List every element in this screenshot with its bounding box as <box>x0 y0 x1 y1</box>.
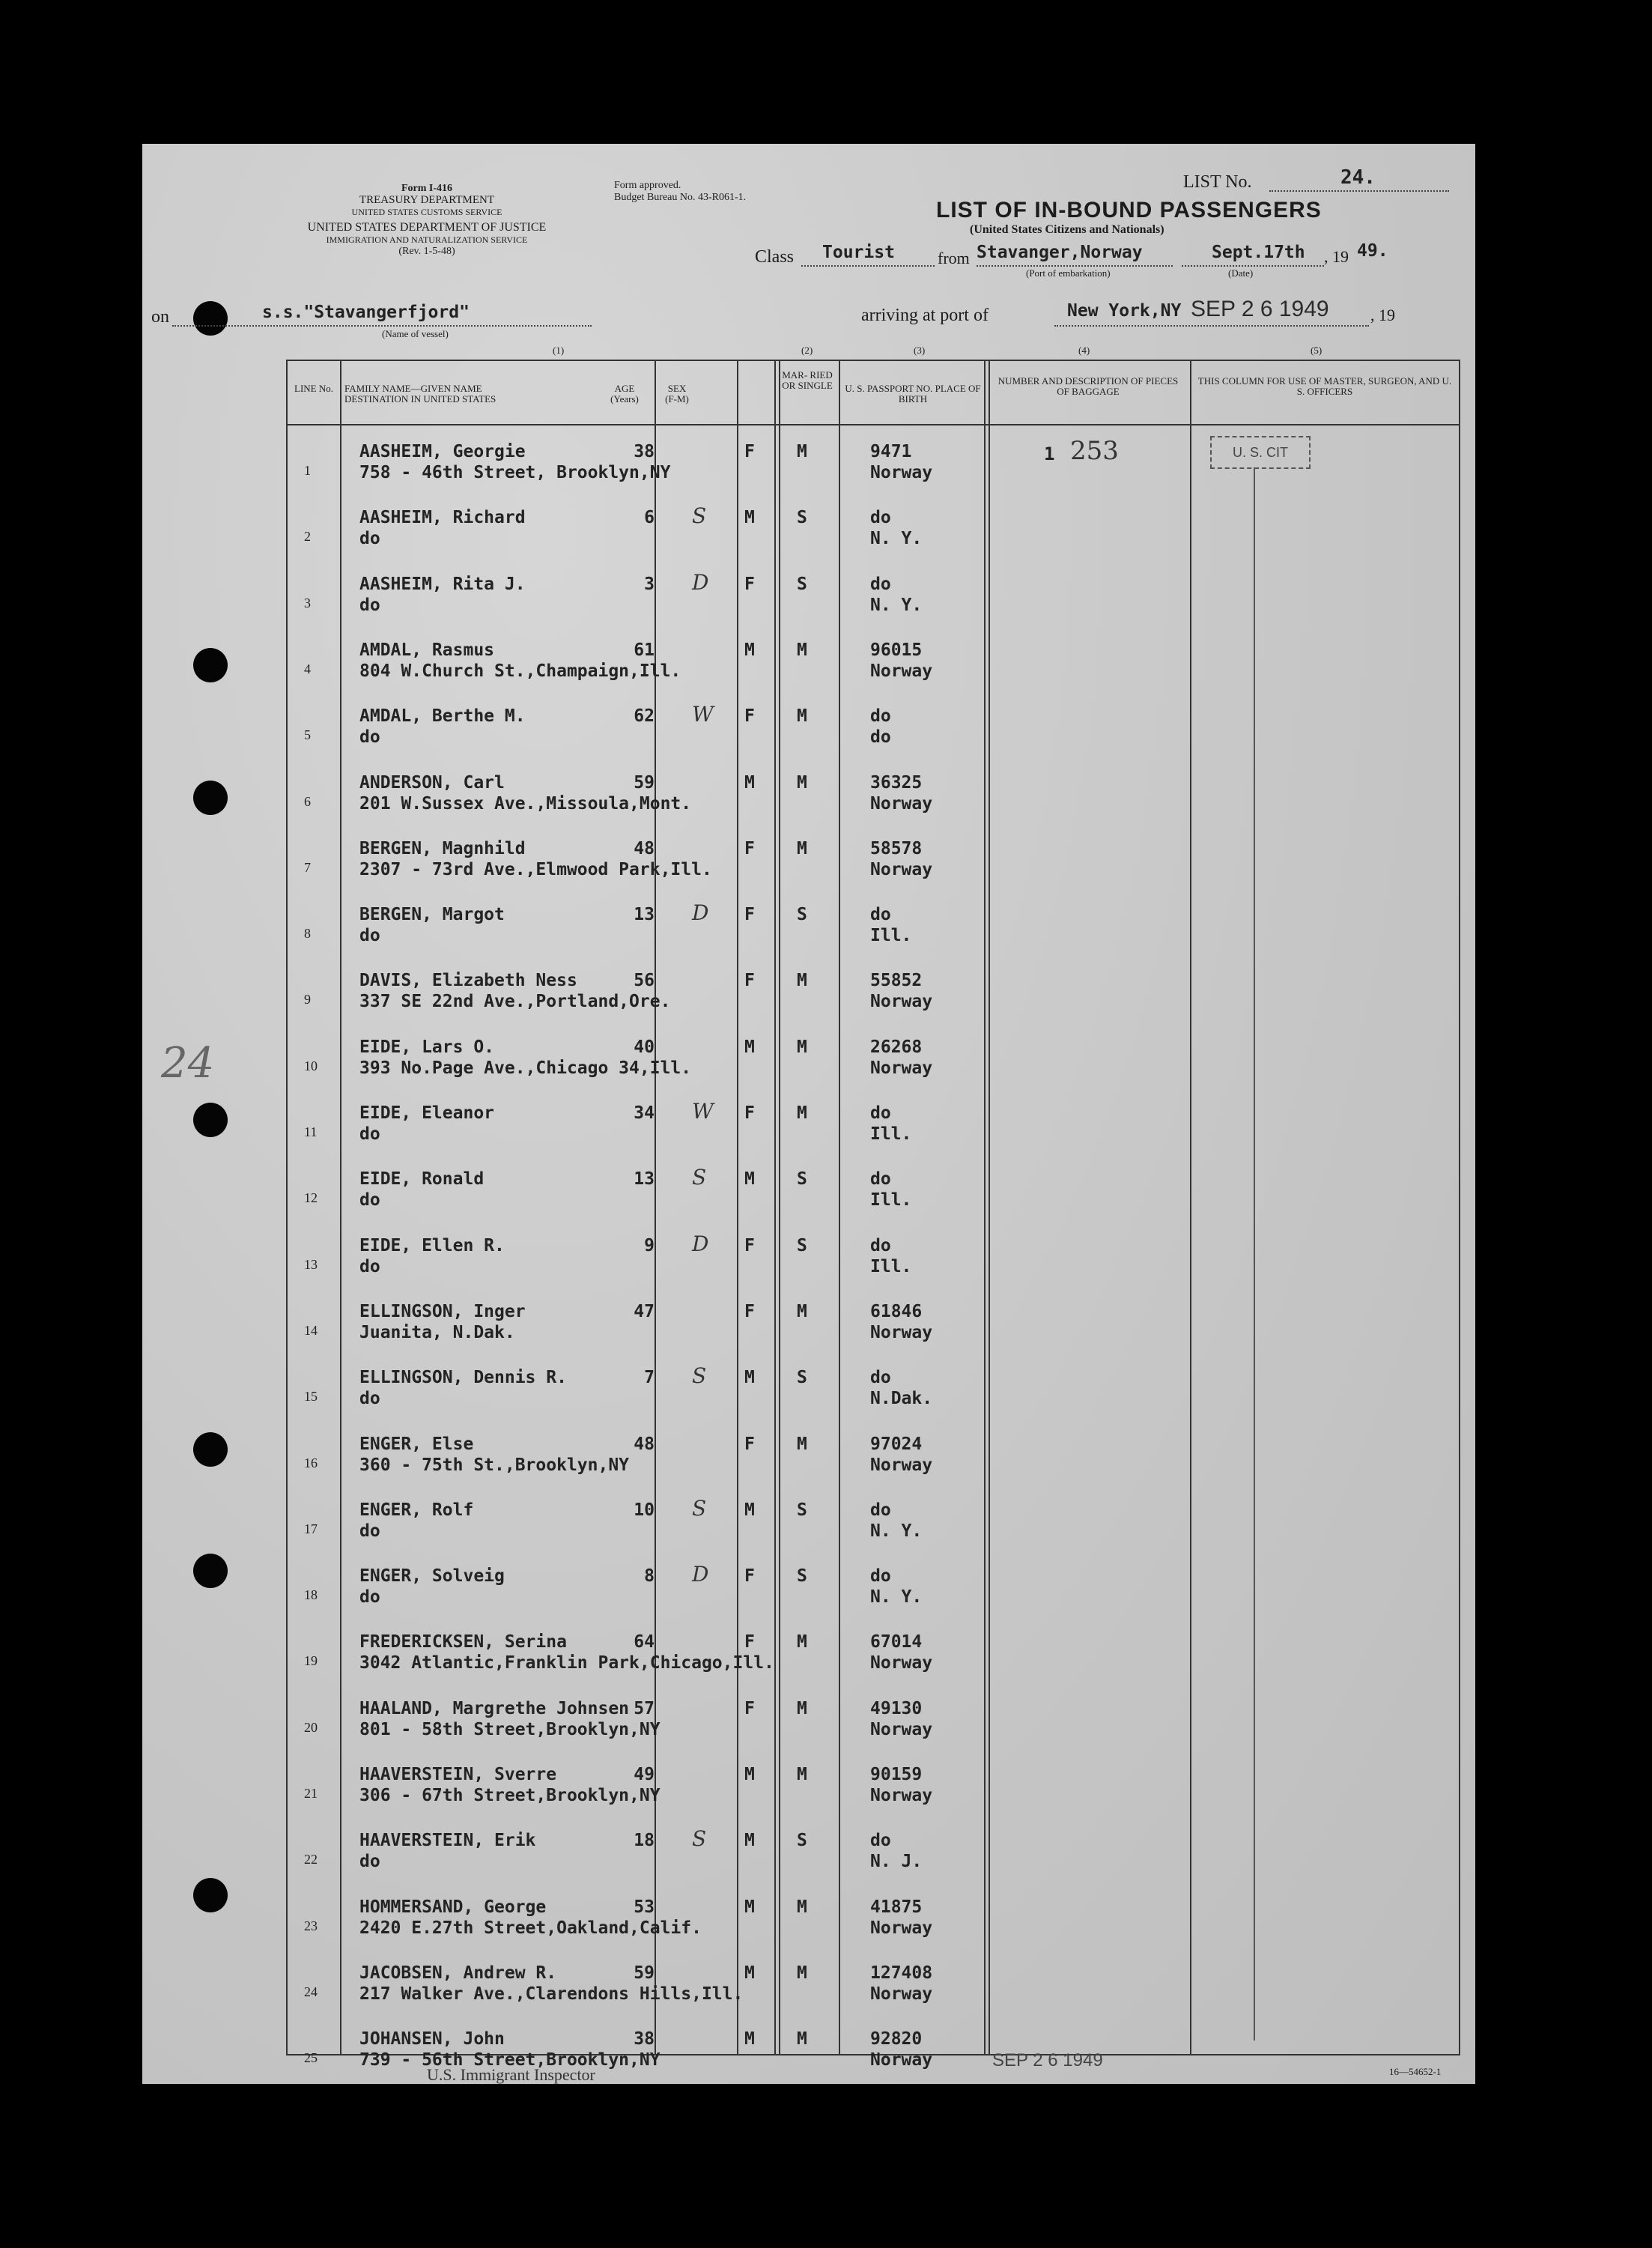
passenger-name: ENGER, Solveig <box>359 1566 505 1587</box>
customs-service: UNITED STATES CUSTOMS SERVICE <box>351 207 502 217</box>
embarkation-date: Sept.17th <box>1212 243 1305 262</box>
place-of-birth: Ill. <box>870 1190 912 1211</box>
sex: M <box>744 1500 755 1520</box>
binder-hole <box>193 301 228 336</box>
line-number: 24 <box>304 1984 318 1999</box>
place-of-birth: Ill. <box>870 926 912 946</box>
table-row <box>288 1287 1459 1353</box>
line-number: 9 <box>304 992 311 1008</box>
age: 7 <box>644 1368 655 1388</box>
age: 61 <box>634 640 655 660</box>
arriving-label: arriving at port of <box>861 306 989 325</box>
relation-annotation: D <box>692 1562 709 1587</box>
table-row <box>288 1022 1459 1088</box>
binder-hole <box>193 1878 228 1912</box>
relation-annotation: S <box>692 1826 707 1852</box>
passport-number: 127408 <box>870 1963 933 1983</box>
place-of-birth: Norway <box>870 793 933 814</box>
line-number: 6 <box>304 793 311 809</box>
place-of-birth: Norway <box>870 1984 933 2004</box>
table-row <box>288 427 1459 493</box>
arrival-port: New York,NY <box>1067 301 1182 321</box>
marital-status: S <box>797 1235 807 1255</box>
marital-status: S <box>797 1500 807 1520</box>
table-row <box>288 1154 1459 1220</box>
sex: M <box>744 640 755 660</box>
line-number: 11 <box>304 1124 318 1139</box>
passport-number: do <box>870 574 891 594</box>
sex: F <box>744 838 755 858</box>
age: 8 <box>644 1566 655 1587</box>
age: 3 <box>644 574 655 594</box>
place-of-birth: Ill. <box>870 1256 912 1276</box>
table-row <box>288 758 1459 824</box>
passport-number: 90159 <box>870 1765 923 1784</box>
passport-number: 26268 <box>870 1037 923 1057</box>
line-number: 18 <box>304 1587 318 1603</box>
arrival-date-stamp: SEP 2 6 1949 <box>1191 297 1329 321</box>
passenger-name: EIDE, Ronald <box>359 1169 485 1190</box>
sex: F <box>744 1301 755 1321</box>
list-number-label: LIST No. <box>1183 172 1252 192</box>
form-print-code: 16—54652-1 <box>1389 2066 1442 2077</box>
passenger-name: EIDE, Eleanor <box>359 1103 495 1123</box>
passenger-name: AASHEIM, Rita J. <box>359 574 526 594</box>
ins-service: IMMIGRATION AND NATURALIZATION SERVICE <box>326 234 528 245</box>
place-of-birth: do <box>870 727 891 748</box>
marital-status: S <box>797 1831 807 1851</box>
destination: 804 W.Church St.,Champaign,Ill. <box>359 661 681 681</box>
column-number-4: (4) <box>1078 345 1090 356</box>
marital-status: M <box>797 1632 807 1652</box>
passport-number: do <box>870 1169 891 1190</box>
marital-status: S <box>797 1169 807 1190</box>
sex: M <box>744 1368 755 1388</box>
sex: F <box>744 905 755 925</box>
passenger-name: ELLINGSON, Dennis R. <box>359 1368 567 1388</box>
footer-date-stamp: SEP 2 6 1949 <box>992 2050 1103 2070</box>
table-row <box>288 1750 1459 1816</box>
class-label: Class <box>755 247 795 267</box>
sex: M <box>744 772 755 793</box>
passenger-name: HAAVERSTEIN, Sverre <box>359 1765 557 1784</box>
destination: 739 - 56th Street,Brooklyn,NY <box>359 2050 661 2070</box>
header-passport: U. S. PASSPORT NO. PLACE OF BIRTH <box>845 383 981 405</box>
passport-number: do <box>870 706 891 727</box>
marital-status: M <box>797 1698 807 1718</box>
destination: do <box>359 1190 380 1211</box>
line-number: 8 <box>304 926 311 942</box>
place-of-birth: Norway <box>870 1455 933 1475</box>
place-of-birth: N.Dak. <box>870 1389 933 1409</box>
relation-annotation: S <box>692 1495 707 1521</box>
destination: do <box>359 1124 380 1144</box>
table-row <box>288 824 1459 890</box>
sex: M <box>744 1169 755 1190</box>
destination: 3042 Atlantic,Franklin Park,Chicago,Ill. <box>359 1653 774 1673</box>
marital-status: S <box>797 508 807 528</box>
line-number: 10 <box>304 1058 318 1073</box>
relation-annotation: W <box>692 1099 714 1124</box>
relation-annotation: S <box>692 503 707 529</box>
table-row <box>288 1551 1459 1617</box>
passport-number: 55852 <box>870 971 923 991</box>
line-number: 7 <box>304 859 311 875</box>
passport-number: do <box>870 1566 891 1587</box>
passenger-name: DAVIS, Elizabeth Ness <box>359 971 577 991</box>
header-sex: SEX (F-M) <box>665 383 689 405</box>
passport-number: do <box>870 1103 891 1123</box>
marital-status: M <box>797 1301 807 1321</box>
passenger-name: AASHEIM, Richard <box>359 508 526 528</box>
destination: do <box>359 529 380 549</box>
place-of-birth: Ill. <box>870 1124 912 1144</box>
line-number: 4 <box>304 661 311 676</box>
place-of-birth: Norway <box>870 1058 933 1078</box>
passenger-name: ANDERSON, Carl <box>359 772 505 793</box>
destination: 801 - 58th Street,Brooklyn,NY <box>359 1719 661 1739</box>
vessel-caption: (Name of vessel) <box>382 328 449 339</box>
table-row <box>288 1485 1459 1551</box>
marital-status: M <box>797 706 807 727</box>
line-number: 16 <box>304 1455 318 1470</box>
sex: M <box>744 1037 755 1057</box>
marital-status: M <box>797 1897 807 1917</box>
sex: M <box>744 1765 755 1784</box>
marital-status: M <box>797 838 807 858</box>
sex: M <box>744 1897 755 1917</box>
table-row <box>288 1088 1459 1154</box>
header-name: FAMILY NAME—GIVEN NAME DESTINATION IN UNITED STATES <box>344 383 496 405</box>
marital-status: M <box>797 1434 807 1454</box>
table-row <box>288 1353 1459 1419</box>
marital-status: M <box>797 442 807 461</box>
marital-status: M <box>797 971 807 991</box>
age: 48 <box>634 1434 655 1454</box>
line-number: 5 <box>304 727 311 743</box>
destination: 306 - 67th Street,Brooklyn,NY <box>359 1786 661 1805</box>
table-row <box>288 493 1459 559</box>
year-prefix: , 19 <box>1324 247 1349 266</box>
destination: 2420 E.27th Street,Oakland,Calif. <box>359 1918 702 1938</box>
date-line <box>1182 265 1324 267</box>
page-subtitle: (United States Citizens and Nationals) <box>970 223 1164 236</box>
passport-number: do <box>870 905 891 925</box>
age: 59 <box>634 772 655 793</box>
age: 10 <box>634 1500 655 1520</box>
destination: 337 SE 22nd Ave.,Portland,Ore. <box>359 992 671 1012</box>
line-number: 13 <box>304 1256 318 1272</box>
vessel-line <box>172 325 592 327</box>
passenger-name: BERGEN, Margot <box>359 905 505 925</box>
table-row <box>288 890 1459 956</box>
line-number: 19 <box>304 1653 318 1669</box>
table-row <box>288 625 1459 691</box>
passport-number: do <box>870 508 891 528</box>
destination: 393 No.Page Ave.,Chicago 34,Ill. <box>359 1058 692 1078</box>
baggage-mark: 1 <box>1044 443 1055 464</box>
marital-status: S <box>797 1368 807 1388</box>
officer-stamp: U. S. CIT <box>1210 436 1311 469</box>
line-number: 1 <box>304 463 311 478</box>
age: 38 <box>634 442 655 461</box>
destination: do <box>359 1521 380 1541</box>
passport-number: 49130 <box>870 1698 923 1718</box>
marital-status: M <box>797 1765 807 1784</box>
age: 34 <box>634 1103 655 1123</box>
passport-number: 92820 <box>870 2029 923 2049</box>
destination: 201 W.Sussex Ave.,Missoula,Mont. <box>359 793 692 814</box>
table-row <box>288 1420 1459 1485</box>
relation-annotation: D <box>692 569 709 595</box>
class-value: Tourist <box>822 243 895 262</box>
sex: M <box>744 1831 755 1851</box>
baggage-count: 253 <box>1070 436 1119 466</box>
place-of-birth: Norway <box>870 463 933 482</box>
place-of-birth: Norway <box>870 2050 933 2070</box>
destination: 360 - 75th St.,Brooklyn,NY <box>359 1455 630 1475</box>
form-approved: Form approved. <box>614 180 681 191</box>
binder-hole <box>193 781 228 815</box>
table-row <box>288 560 1459 625</box>
binder-hole <box>193 1554 228 1588</box>
marital-status: M <box>797 772 807 793</box>
age: 59 <box>634 1963 655 1983</box>
passenger-name: AMDAL, Berthe M. <box>359 706 526 727</box>
port-caption: (Port of embarkation) <box>1026 267 1111 279</box>
table-row <box>288 1882 1459 1948</box>
header-married: MAR- RIED OR SINGLE <box>782 369 833 391</box>
place-of-birth: Norway <box>870 859 933 879</box>
age: 56 <box>634 971 655 991</box>
place-of-birth: Norway <box>870 1918 933 1938</box>
age: 49 <box>634 1765 655 1784</box>
relation-annotation: S <box>692 1363 707 1389</box>
destination: 2307 - 73rd Ave.,Elmwood Park,Ill. <box>359 859 712 879</box>
justice-department: UNITED STATES DEPARTMENT OF JUSTICE <box>307 221 547 234</box>
line-number: 22 <box>304 1852 318 1867</box>
relation-annotation: W <box>692 702 714 727</box>
sex: M <box>744 508 755 528</box>
place-of-birth: N. J. <box>870 1852 923 1872</box>
sex: F <box>744 1632 755 1652</box>
list-number-line <box>1269 190 1449 192</box>
passenger-name: EIDE, Ellen R. <box>359 1235 505 1255</box>
passenger-name: HAAVERSTEIN, Erik <box>359 1831 536 1851</box>
passenger-name: HOMMERSAND, George <box>359 1897 547 1917</box>
place-of-birth: N. Y. <box>870 1587 923 1608</box>
inspector-signature-label: U.S. Immigrant Inspector <box>427 2065 595 2084</box>
year-value: 49. <box>1357 241 1388 261</box>
class-line <box>801 265 935 267</box>
binder-hole <box>193 648 228 682</box>
relation-annotation: D <box>692 1231 709 1256</box>
table-row <box>288 1221 1459 1287</box>
sex: F <box>744 1235 755 1255</box>
age: 13 <box>634 905 655 925</box>
column-number-3: (3) <box>914 345 926 356</box>
passenger-name: ELLINGSON, Inger <box>359 1301 526 1321</box>
destination: do <box>359 1587 380 1608</box>
destination: do <box>359 926 380 946</box>
from-line <box>977 265 1173 267</box>
marital-status: M <box>797 640 807 660</box>
marital-status: M <box>797 1963 807 1983</box>
line-number: 3 <box>304 595 311 611</box>
passport-number: 36325 <box>870 772 923 793</box>
age: 9 <box>644 1235 655 1255</box>
list-number: 24. <box>1340 166 1376 189</box>
age: 6 <box>644 508 655 528</box>
treasury-department: TREASURY DEPARTMENT <box>359 194 495 206</box>
table-row <box>288 956 1459 1022</box>
sex: F <box>744 442 755 461</box>
on-label: on <box>151 307 169 327</box>
sex: M <box>744 1963 755 1983</box>
passport-number: do <box>870 1500 891 1520</box>
sex: M <box>744 2029 755 2049</box>
table-row <box>288 691 1459 757</box>
line-number: 20 <box>304 1719 318 1735</box>
passport-number: 61846 <box>870 1301 923 1321</box>
header-baggage: NUMBER AND DESCRIPTION OF PIECES OF BAGGAGE <box>997 375 1179 397</box>
age: 13 <box>634 1169 655 1190</box>
destination: do <box>359 595 380 615</box>
age: 38 <box>634 2029 655 2049</box>
table-row <box>288 1816 1459 1882</box>
passport-number: do <box>870 1368 891 1388</box>
table-row <box>288 1684 1459 1750</box>
line-number: 14 <box>304 1322 318 1338</box>
passenger-name: ENGER, Else <box>359 1434 474 1454</box>
place-of-birth: Norway <box>870 1653 933 1673</box>
place-of-birth: Norway <box>870 1786 933 1805</box>
age: 64 <box>634 1632 655 1652</box>
age: 53 <box>634 1897 655 1917</box>
arrival-year-suffix: , 19 <box>1370 306 1395 324</box>
place-of-birth: Norway <box>870 1719 933 1739</box>
sex: F <box>744 574 755 594</box>
line-number: 25 <box>304 2050 318 2066</box>
place-of-birth: N. Y. <box>870 595 923 615</box>
sex: F <box>744 1103 755 1123</box>
column-number-5: (5) <box>1311 345 1322 356</box>
destination: do <box>359 1256 380 1276</box>
line-number: 21 <box>304 1786 318 1801</box>
from-label: from <box>938 249 970 267</box>
passenger-name: JACOBSEN, Andrew R. <box>359 1963 557 1983</box>
marital-status: S <box>797 574 807 594</box>
passport-number: 67014 <box>870 1632 923 1652</box>
margin-note: 24 <box>161 1039 215 1088</box>
form-number: Form I-416 <box>401 183 453 194</box>
column-number-1: (1) <box>553 345 565 356</box>
passport-number: 58578 <box>870 838 923 858</box>
port-line <box>1054 325 1369 327</box>
passenger-name: BERGEN, Magnhild <box>359 838 526 858</box>
place-of-birth: N. Y. <box>870 529 923 549</box>
marital-status: M <box>797 1103 807 1123</box>
sex: F <box>744 1434 755 1454</box>
table-row <box>288 1617 1459 1683</box>
page-title: LIST OF IN-BOUND PASSENGERS <box>936 198 1322 222</box>
place-of-birth: Norway <box>870 992 933 1012</box>
line-number: 23 <box>304 1918 318 1933</box>
revision: (Rev. 1-5-48) <box>398 246 455 257</box>
line-number: 2 <box>304 529 311 545</box>
place-of-birth: N. Y. <box>870 1521 923 1541</box>
header-line-no: LINE No. <box>294 383 333 394</box>
passenger-name: JOHANSEN, John <box>359 2029 505 2049</box>
destination: 758 - 46th Street, Brooklyn,NY <box>359 463 671 482</box>
date-caption: (Date) <box>1228 267 1254 279</box>
marital-status: M <box>797 1037 807 1057</box>
marital-status: S <box>797 1566 807 1587</box>
destination: 217 Walker Ave.,Clarendons Hills,Ill. <box>359 1984 744 2004</box>
table-row <box>288 1948 1459 2014</box>
age: 62 <box>634 706 655 727</box>
column-number-2: (2) <box>801 345 813 356</box>
sex: F <box>744 1566 755 1587</box>
passport-number: 9471 <box>870 442 912 461</box>
line-number: 12 <box>304 1190 318 1206</box>
relation-annotation: D <box>692 900 709 926</box>
sex: F <box>744 706 755 727</box>
passenger-name: AASHEIM, Georgie <box>359 442 526 461</box>
destination: do <box>359 727 380 748</box>
binder-hole <box>193 1432 228 1467</box>
destination: do <box>359 1852 380 1872</box>
age: 47 <box>634 1301 655 1321</box>
passenger-name: FREDERICKSEN, Serina <box>359 1632 567 1652</box>
manifest-page <box>142 144 1475 2084</box>
passenger-name: EIDE, Lars O. <box>359 1037 495 1057</box>
age: 40 <box>634 1037 655 1057</box>
budget-bureau: Budget Bureau No. 43-R061-1. <box>614 192 747 203</box>
passport-number: 41875 <box>870 1897 923 1917</box>
destination: Juanita, N.Dak. <box>359 1322 515 1342</box>
passport-number: 96015 <box>870 640 923 660</box>
age: 18 <box>634 1831 655 1851</box>
header-age: AGE (Years) <box>610 383 639 405</box>
header-officers: THIS COLUMN FOR USE OF MASTER, SURGEON, AND U. S. OFFICERS <box>1197 375 1452 397</box>
passport-number: do <box>870 1235 891 1255</box>
sex: F <box>744 1698 755 1718</box>
port-of-embarkation: Stavanger,Norway <box>977 243 1143 262</box>
vessel-name: s.s."Stavangerfjord" <box>262 303 470 322</box>
place-of-birth: Norway <box>870 661 933 681</box>
binder-hole <box>193 1103 228 1137</box>
age: 57 <box>634 1698 655 1718</box>
passport-number: do <box>870 1831 891 1851</box>
relation-annotation: S <box>692 1165 707 1190</box>
passport-number: 97024 <box>870 1434 923 1454</box>
passenger-name: HAALAND, Margrethe Johnsen <box>359 1698 630 1718</box>
place-of-birth: Norway <box>870 1322 933 1342</box>
destination: do <box>359 1389 380 1409</box>
line-number: 17 <box>304 1521 318 1536</box>
passenger-name: ENGER, Rolf <box>359 1500 474 1520</box>
marital-status: M <box>797 2029 807 2049</box>
passenger-name: AMDAL, Rasmus <box>359 640 495 660</box>
sex: F <box>744 971 755 991</box>
age: 48 <box>634 838 655 858</box>
marital-status: S <box>797 905 807 925</box>
line-number: 15 <box>304 1389 318 1405</box>
